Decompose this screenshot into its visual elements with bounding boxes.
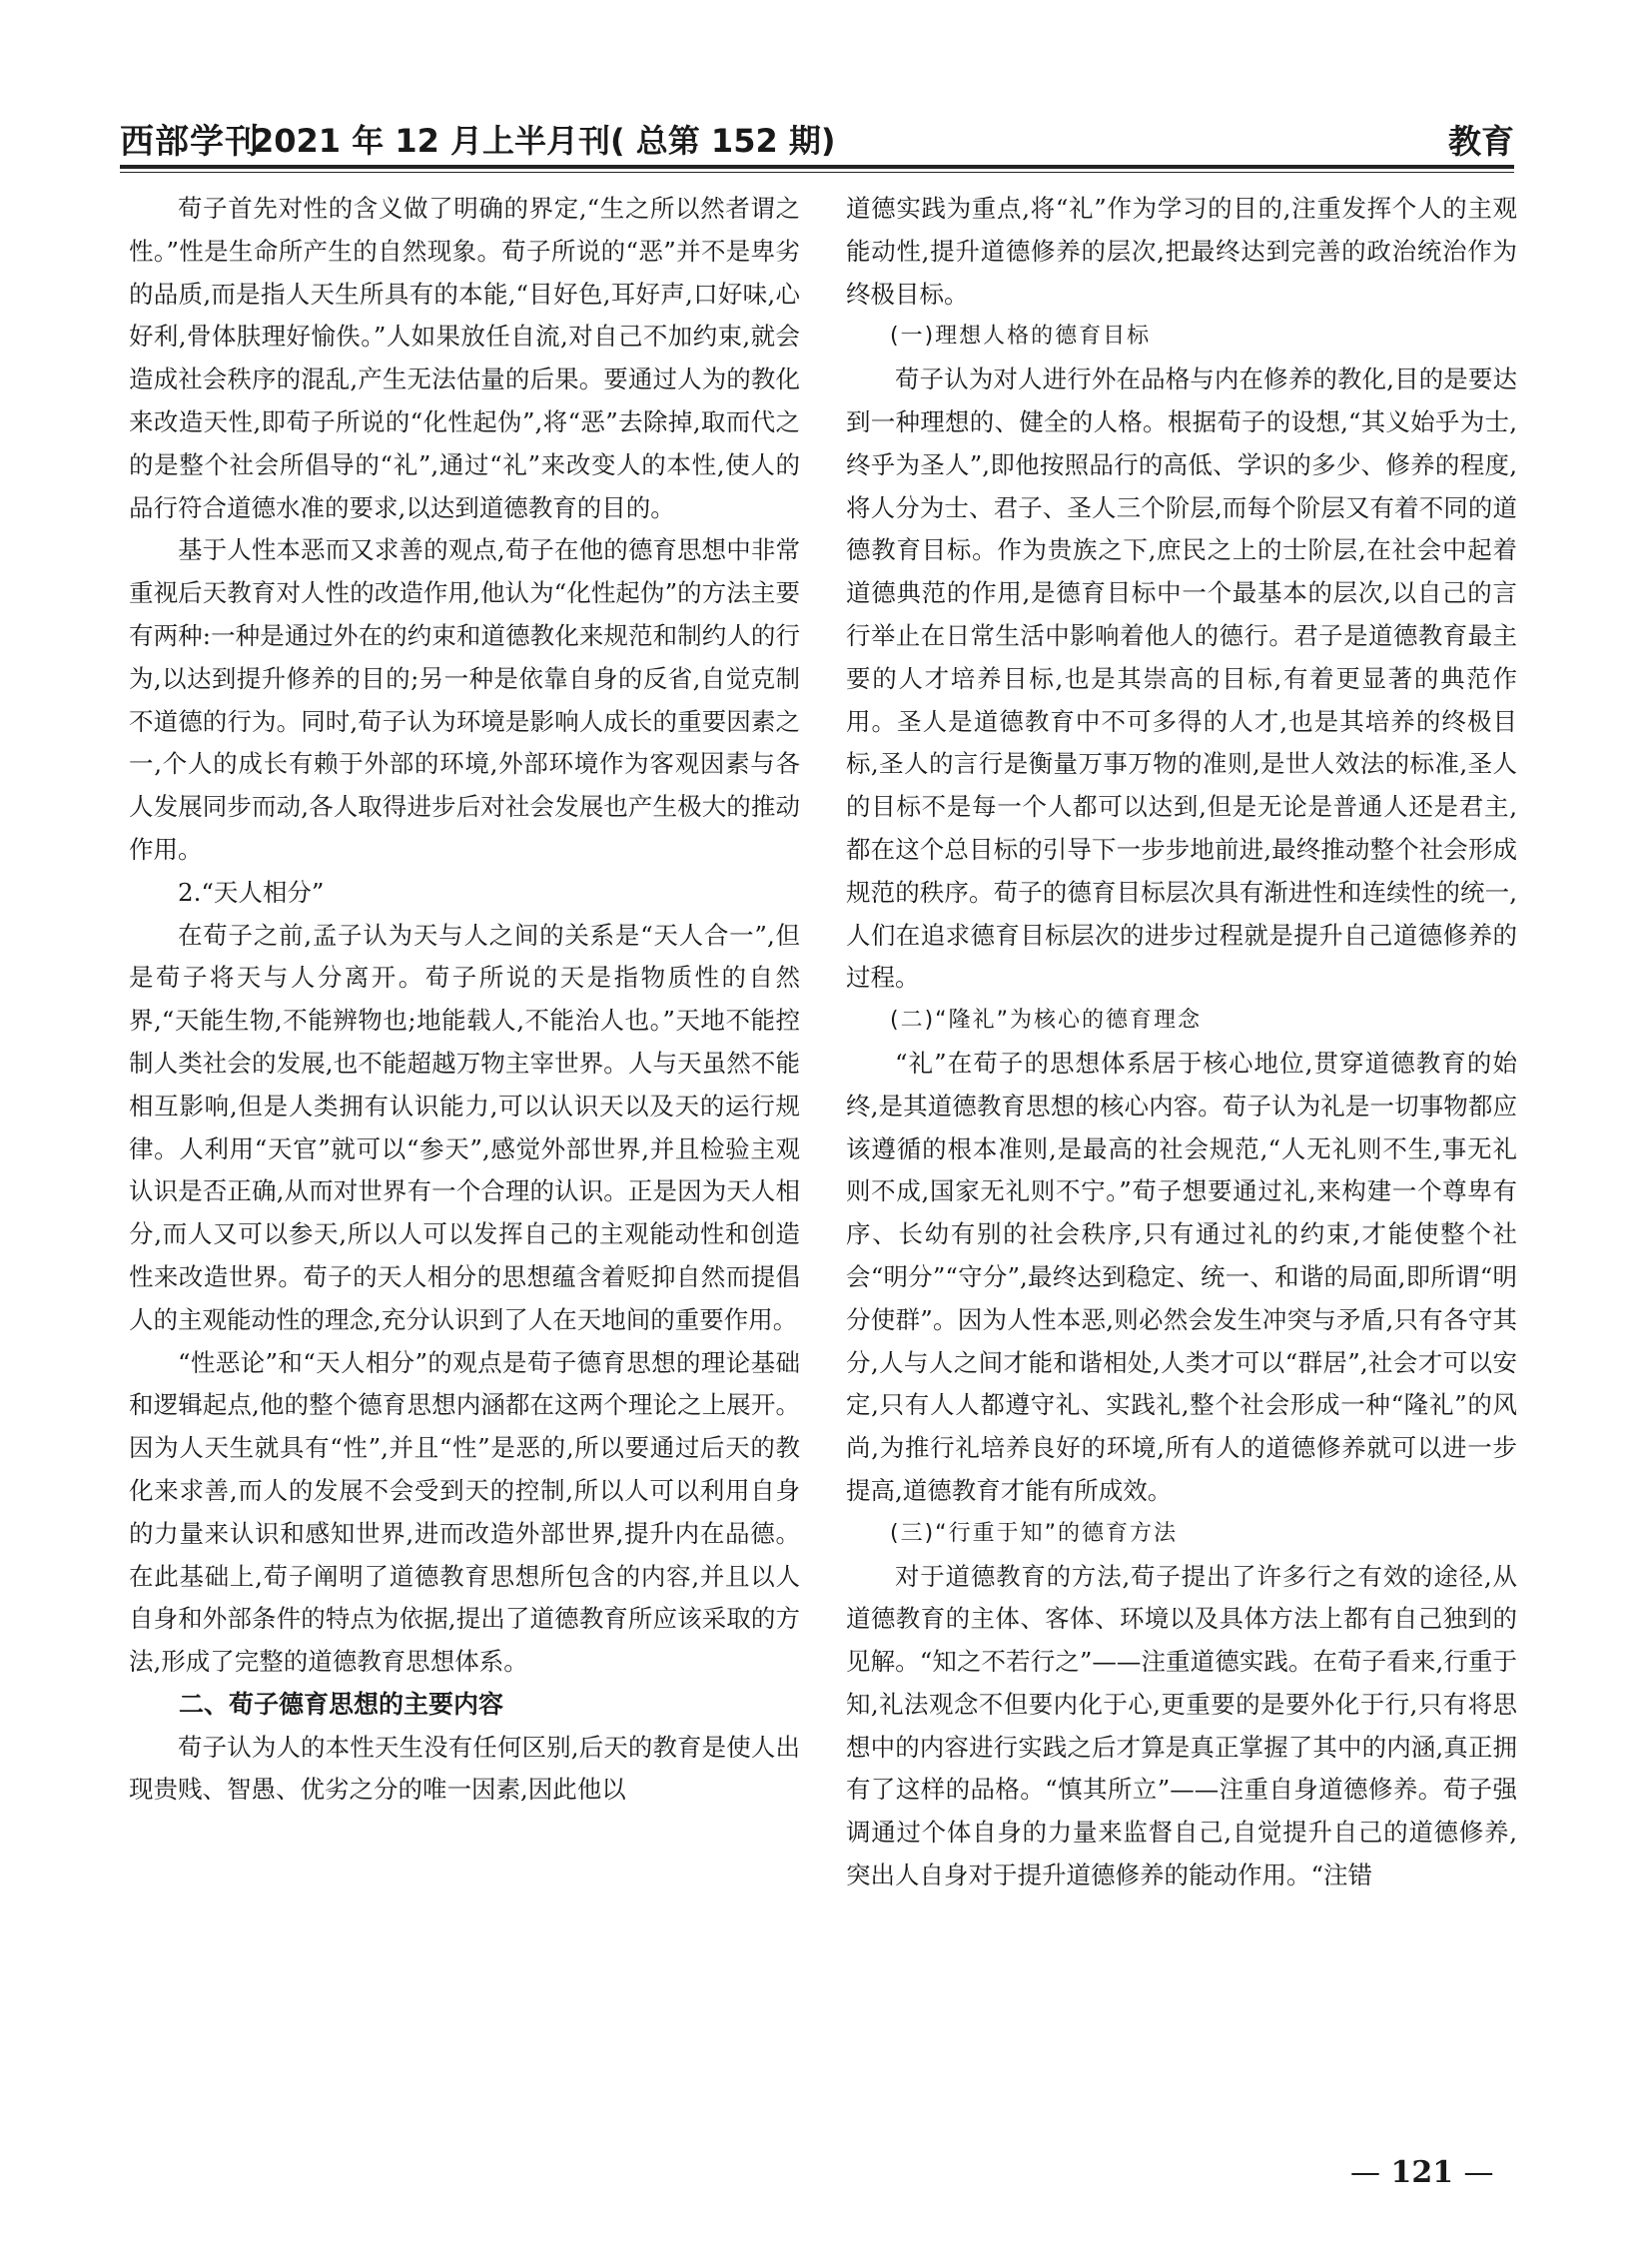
header-rule-thin bbox=[120, 172, 1514, 173]
journal-logo: 西部学刊 bbox=[120, 122, 260, 162]
paragraph: 荀子认为对人进行外在品格与内在修养的教化,目的是要达到一种理想的、健全的人格。根据荀子的设想,“其义始乎为士,终乎为圣人”,即他按照品行的高低、学识的多少、修养的程度,将人分为士、君子、圣人三个阶层,而每个阶层又有着不同的道德教育目标。作为贵族之下,庶民之上的士阶层,在社会中起着道德典范的作用,是德育目标中一个最基本的层次,以自己的言行举止在日常生活中影响着他人的德行。君子是道德教育最主要的人才培养目标,也是其崇高的目标,有着更显著的典范作用。圣人是道德教育中不可多得的人才,也是其培养的终极目标,圣人的言行是衡量万事万物的准则,是世人效法的标准,圣人的目标不是每一个人都可以达到,但是无论是普通人还是君主,都在这个总目标的引导下一步步地前进,最终推动整个社会形成规范的秩序。荀子的德育目标层次具有渐进性和连续性的统一,人们在追求德育目标层次的进步过程就是提升自己道德修养的过程。 bbox=[846, 365, 1517, 993]
subsection-heading: (二)“隆礼”为核心的德育理念 bbox=[890, 1008, 1202, 1034]
page-dash-left: — bbox=[1350, 2155, 1380, 2190]
issue-info: 2021 年 12 月上半月刊( 总第 152 期) bbox=[252, 122, 836, 160]
paragraph: 在荀子之前,孟子认为天与人之间的关系是“天人合一”,但是荀子将天与人分离开。荀子所说的天是指物质性的自然界,“天能生物,不能辨物也;地能载人,不能治人也。”天地不能控制人类社会的发展,也不能超越万物主宰世界。人与天虽然不能相互影响,但是人类拥有认识能力,可以认识天以及天的运行规律。人利用“天官”就可以“参天”,感觉外部世界,并且检验主观认识是否正确,从而对世界有一个合理的认识。正是因为天人相分,而人又可以参天,所以人可以发挥自己的主观能动性和创造性来改造世界。荀子的天人相分的思想蕴含着贬抑自然而提倡人的主观能动性的理念,充分认识到了人在天地间的重要作用。 bbox=[129, 920, 800, 1334]
page-dash-right: — bbox=[1463, 2155, 1494, 2190]
left-column bbox=[129, 188, 800, 1812]
paragraph: “礼”在荀子的思想体系居于核心地位,贯穿道德教育的始终,是其道德教育思想的核心内容。荀子认为礼是一切事物都应该遵循的根本准则,是最高的社会规范,“人无礼则不生,事无礼则不成,国家无礼则不宁。”荀子想要通过礼,来构建一个尊卑有序、长幼有别的社会秩序,只有通过礼的约束,才能使整个社会“明分”“守分”,最终达到稳定、统一、和谐的局面,即所谓“明分使群”。因为人性本恶,则必然会发生冲突与矛盾,只有各守其分,人与人之间才能和谐相处,人类才可以“群居”,社会才可以安定,只有人人都遵守礼、实践礼,整个社会形成一种“隆礼”的风尚,为推行礼培养良好的环境,所有人的道德修养就可以进一步提高,道德教育才能有所成效。 bbox=[846, 1048, 1517, 1505]
running-header bbox=[120, 112, 1514, 160]
subsection-heading: 2.“天人相分” bbox=[178, 877, 325, 907]
page-number-value: 121 bbox=[1390, 2155, 1454, 2190]
paragraph: 道德实践为重点,将“礼”作为学习的目的,注重发挥个人的主观能动性,提升道德修养的层次,把最终达到完善的政治统治作为终极目标。 bbox=[846, 194, 1517, 309]
subsection-heading: (一)理想人格的德育目标 bbox=[890, 324, 1152, 350]
paragraph: 基于人性本恶而又求善的观点,荀子在他的德育思想中非常重视后天教育对人性的改造作用,他认为“化性起伪”的方法主要有两种:一种是通过外在的约束和道德教化来规范和制约人的行为,以达到提升修养的目的;另一种是依靠自身的反省,自觉克制不道德的行为。同时,荀子认为环境是影响人成长的重要因素之一,个人的成长有赖于外部的环境,外部环境作为客观因素与各人发展同步而动,各人取得进步后对社会发展也产生极大的推动作用。 bbox=[129, 535, 800, 864]
subsection-heading: (三)“行重于知”的德育方法 bbox=[890, 1520, 1178, 1546]
paragraph: 荀子认为人的本性天生没有任何区别,后天的教育是使人出现贵贱、智愚、优劣之分的唯一因素,因此他以 bbox=[129, 1732, 800, 1805]
header-rule bbox=[120, 165, 1514, 169]
page-number bbox=[1350, 2155, 1494, 2190]
section-name: 教育 bbox=[1448, 122, 1514, 161]
right-column bbox=[846, 188, 1517, 1897]
paragraph: 对于道德教育的方法,荀子提出了许多行之有效的途径,从道德教育的主体、客体、环境以及具体方法上都有自己独到的见解。“知之不若行之”——注重道德实践。在荀子看来,行重于知,礼法观念不但要内化于心,更重要的是要外化于行,只有将思想中的内容进行实践之后才算是真正掌握了其中的内涵,真正拥有了这样的品格。“慎其所立”——注重自身道德修养。荀子强调通过个体自身的力量来监督自己,自觉提升自己的道德修养,突出人自身对于提升道德修养的能动作用。“注错 bbox=[846, 1561, 1517, 1890]
paragraph: “性恶论”和“天人相分”的观点是荀子德育思想的理论基础和逻辑起点,他的整个德育思想内涵都在这两个理论之上展开。因为人天生就具有“性”,并且“性”是恶的,所以要通过后天的教化来求善,而人的发展不会受到天的控制,所以人可以利用自身的力量来认识和感知世界,进而改造外部世界,提升内在品德。在此基础上,荀子阐明了道德教育思想所包含的内容,并且以人自身和外部条件的特点为依据,提出了道德教育所应该采取的方法,形成了完整的道德教育思想体系。 bbox=[129, 1347, 800, 1677]
paragraph: 荀子首先对性的含义做了明确的界定,“生之所以然者谓之性。”性是生命所产生的自然现象。荀子所说的“恶”并不是卑劣的品质,而是指人天生所具有的本能,“目好色,耳好声,口好味,心好利,骨体肤理好愉佚。”人如果放任自流,对自己不加约束,就会造成社会秩序的混乱,产生无法估量的后果。要通过人为的教化来改造天性,即荀子所说的“化性起伪”,将“恶”去除掉,取而代之的是整个社会所倡导的“礼”,通过“礼”来改变人的本性,使人的品行符合道德水准的要求,以达到道德教育的目的。 bbox=[129, 194, 800, 522]
section-heading: 二、荀子德育思想的主要内容 bbox=[179, 1689, 504, 1719]
